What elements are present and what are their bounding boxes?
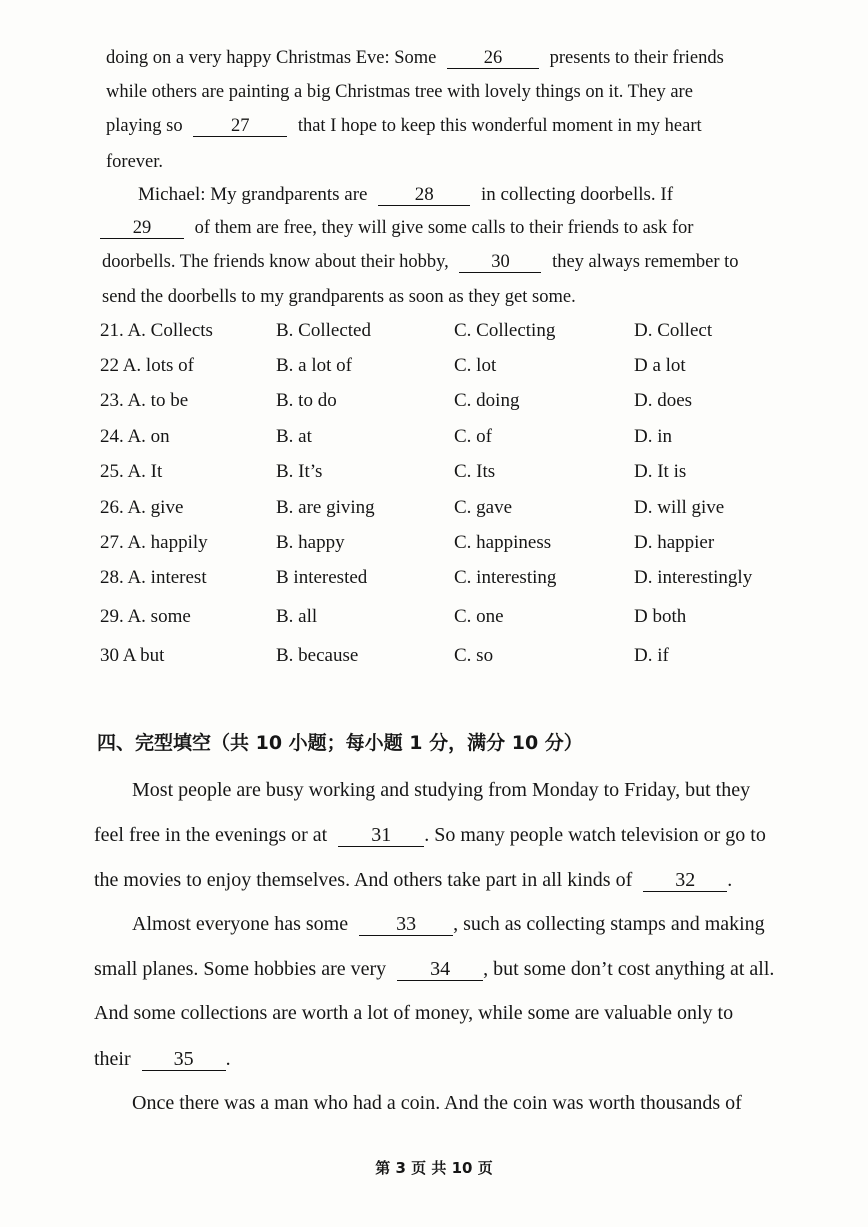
options-row-26 (100, 497, 820, 523)
answer-blank-27[interactable]: 27 (193, 117, 287, 137)
option-b[interactable]: B interested (276, 567, 368, 588)
option-d[interactable]: D. interestingly (634, 567, 753, 588)
option-c[interactable]: C. so (454, 645, 494, 666)
option-a[interactable]: 29. A. some (100, 606, 191, 627)
cloze-line: Almost everyone has some 33 , such as collecting stamps and making (132, 913, 765, 935)
options-row-25 (100, 461, 820, 487)
option-c[interactable]: C. gave (454, 497, 513, 518)
options-row-21 (100, 320, 820, 346)
passage-line: while others are painting a big Christmas tree with lovely things on it. They are (106, 82, 693, 102)
option-a[interactable]: 23. A. to be (100, 390, 189, 411)
option-c[interactable]: C. of (454, 426, 492, 447)
option-c[interactable]: C. Its (454, 461, 496, 482)
option-c[interactable]: C. doing (454, 390, 520, 411)
option-c[interactable]: C. Collecting (454, 320, 556, 341)
answer-blank-31[interactable]: 31 (338, 825, 424, 847)
option-b[interactable]: B. It’s (276, 461, 323, 482)
cloze-line: their 35 . (94, 1048, 231, 1070)
passage-line: Michael: My grandparents are 28 in collecting doorbells. If (138, 184, 674, 205)
passage-line: forever. (106, 152, 164, 172)
section-title: 四、完型填空（共 10 小题；每小题 1 分，满分 10 分） (97, 732, 583, 754)
answer-blank-33[interactable]: 33 (359, 914, 453, 936)
option-a[interactable]: 22 A. lots of (100, 355, 194, 376)
option-d[interactable]: D. does (634, 390, 693, 411)
options-row-24 (100, 426, 820, 452)
option-d[interactable]: D both (634, 606, 687, 627)
option-b[interactable]: B. to do (276, 390, 337, 411)
option-b[interactable]: B. because (276, 645, 359, 666)
passage-line: 29 of them are free, they will give some calls to their friends to ask for (100, 218, 693, 239)
option-d[interactable]: D. if (634, 645, 669, 666)
option-d[interactable]: D. will give (634, 497, 725, 518)
options-row-30 (100, 645, 820, 671)
option-d[interactable]: D. in (634, 426, 672, 447)
option-a[interactable]: 30 A but (100, 645, 165, 666)
option-c[interactable]: C. happiness (454, 532, 552, 553)
option-b[interactable]: B. all (276, 606, 318, 627)
options-row-29 (100, 606, 820, 632)
option-b[interactable]: B. Collected (276, 320, 371, 341)
cloze-line: the movies to enjoy themselves. And others take part in all kinds of 32 . (94, 869, 733, 891)
cloze-line: small planes. Some hobbies are very 34 , but some don’t cost anything at all. (94, 958, 775, 980)
option-b[interactable]: B. are giving (276, 497, 375, 518)
options-row-23 (100, 390, 820, 416)
answer-blank-35[interactable]: 35 (142, 1049, 226, 1071)
option-a[interactable]: 27. A. happily (100, 532, 208, 553)
option-a[interactable]: 24. A. on (100, 426, 170, 447)
option-d[interactable]: D. happier (634, 532, 715, 553)
answer-blank-28[interactable]: 28 (378, 185, 470, 206)
answer-blank-26[interactable]: 26 (447, 49, 539, 69)
option-c[interactable]: C. lot (454, 355, 497, 376)
option-b[interactable]: B. a lot of (276, 355, 352, 376)
options-row-28 (100, 567, 820, 593)
answer-blank-29[interactable]: 29 (100, 219, 184, 239)
passage-line: playing so 27 that I hope to keep this wonderful moment in my heart (106, 116, 702, 136)
passage-line: doing on a very happy Christmas Eve: Some 26 presents to their friends (106, 48, 724, 68)
options-row-27 (100, 532, 820, 558)
option-d[interactable]: D. It is (634, 461, 687, 482)
option-c[interactable]: C. one (454, 606, 504, 627)
passage-line: send the doorbells to my grandparents as soon as they get some. (102, 287, 576, 307)
option-d[interactable]: D a lot (634, 355, 686, 376)
cloze-line: Most people are busy working and studying from Monday to Friday, but they (132, 779, 751, 801)
option-a[interactable]: 28. A. interest (100, 567, 207, 588)
options-row-22 (100, 355, 820, 381)
option-b[interactable]: B. happy (276, 532, 345, 553)
answer-blank-30[interactable]: 30 (459, 253, 541, 273)
option-a[interactable]: 25. A. It (100, 461, 163, 482)
option-a[interactable]: 26. A. give (100, 497, 184, 518)
option-c[interactable]: C. interesting (454, 567, 557, 588)
cloze-line: feel free in the evenings or at 31 . So many people watch television or go to (94, 824, 766, 846)
cloze-line: Once there was a man who had a coin. And the coin was worth thousands of (132, 1092, 742, 1114)
answer-blank-32[interactable]: 32 (643, 870, 727, 892)
passage-line: doorbells. The friends know about their hobby, 30 they always remember to (102, 252, 739, 272)
option-a[interactable]: 21. A. Collects (100, 320, 213, 341)
page-number: 第 3 页 共 10 页 (375, 1159, 493, 1177)
option-d[interactable]: D. Collect (634, 320, 713, 341)
answer-blank-34[interactable]: 34 (397, 959, 483, 981)
cloze-line: And some collections are worth a lot of money, while some are valuable only to (94, 1002, 734, 1024)
option-b[interactable]: B. at (276, 426, 312, 447)
